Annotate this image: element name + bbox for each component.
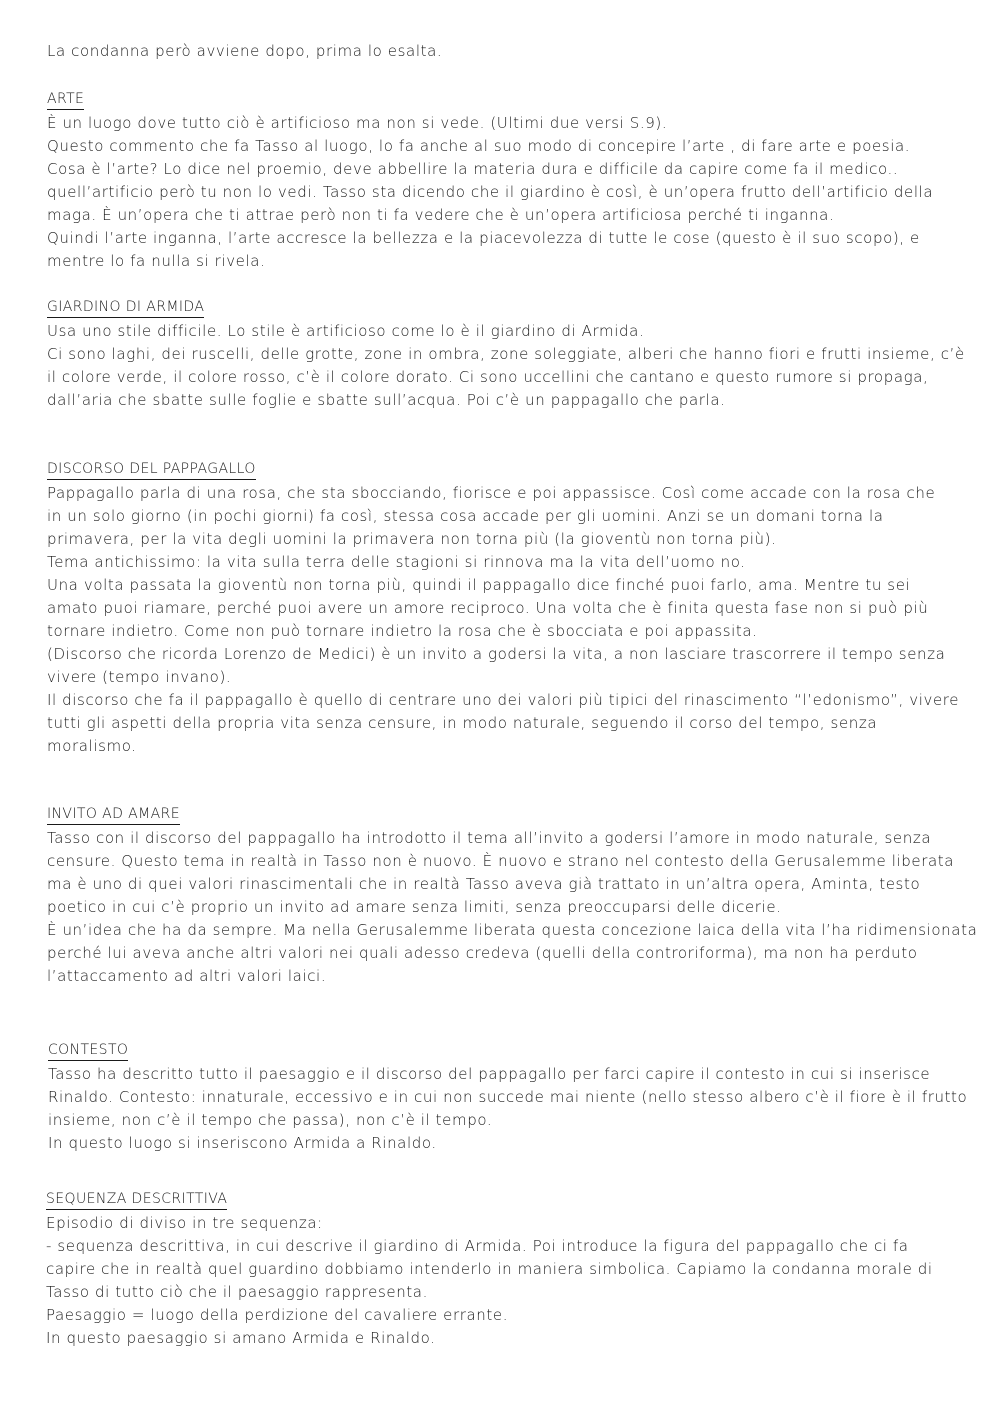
paragraph-line: Pappagallo parla di una rosa, che sta sbocciando, fiorisce e poi appassisce. Così come accade con la rosa che — [47, 484, 936, 502]
paragraph-line: moralismo. — [47, 737, 137, 755]
paragraph-line: quell’artificio però tu non lo vedi. Tasso sta dicendo che il giardino è così, è un’opera frutto dell’artificio della — [47, 183, 934, 201]
giardino-section — [47, 297, 977, 412]
sequenza-heading: SEQUENZA DESCRITTIVA — [46, 1190, 227, 1210]
paragraph-line: ma è uno di quei valori rinascimentali che in realtà Tasso aveva già trattato in un’altra opera, Aminta, testo — [47, 875, 921, 893]
paragraph-line: Ci sono laghi, dei ruscelli, delle grotte, zone in ombra, zone soleggiate, alberi che hanno fiori e frutti insieme, c’è — [47, 345, 965, 363]
paragraph-line: mentre lo fa nulla si rivela. — [47, 252, 266, 270]
paragraph-line: Rinaldo. Contesto: innaturale, eccessivo e in cui non succede mai niente (nello stesso albero c’è il fiore è il frutto — [48, 1088, 968, 1106]
paragraph-line: La condanna però avviene dopo, prima lo esalta. — [47, 42, 443, 60]
paragraph-line: In questo paesaggio si amano Armida e Rinaldo. — [46, 1329, 436, 1347]
paragraph-line: Episodio di diviso in tre sequenza: — [46, 1214, 323, 1232]
paragraph-line: poetico in cui c’è proprio un invito ad amare senza limiti, senza preoccuparsi delle dicerie. — [47, 898, 782, 916]
discorso-heading: DISCORSO DEL PAPPAGALLO — [47, 460, 256, 480]
paragraph-line: il colore verde, il colore rosso, c’è il colore dorato. Ci sono uccellini che cantano e questo rumore si propaga, — [47, 368, 929, 386]
paragraph-line: Tasso con il discorso del pappagallo ha introdotto il tema all’invito a godersi l’amore in modo naturale, senza — [47, 829, 932, 847]
invito-heading: INVITO AD AMARE — [47, 805, 180, 825]
discorso-section — [47, 459, 977, 758]
paragraph-line: censure. Questo tema in realtà in Tasso non è nuovo. È nuovo e strano nel contesto della Gerusalemme liberata — [47, 852, 955, 870]
paragraph-line: amato puoi riamare, perché puoi avere un amore reciproco. Una volta che è finita questa fase non si può più — [47, 599, 929, 617]
invito-section — [47, 804, 977, 988]
intro-section — [47, 40, 977, 63]
giardino-heading: GIARDINO DI ARMIDA — [47, 298, 204, 318]
contesto-heading: CONTESTO — [48, 1041, 128, 1061]
paragraph-line: È un’idea che ha da sempre. Ma nella Gerusalemme liberata questa concezione laica della vita l’ha ridimensionata — [47, 921, 978, 939]
paragraph-line: In questo luogo si inseriscono Armida a Rinaldo. — [48, 1134, 437, 1152]
paragraph-line: l’attaccamento ad altri valori laici. — [47, 967, 327, 985]
paragraph-line: primavera, per la vita degli uomini la primavera non torna più (la gioventù non torna più). — [47, 530, 777, 548]
paragraph-line: tornare indietro. Come non può tornare indietro la rosa che è sbocciata e poi appassita. — [47, 622, 758, 640]
paragraph-line: Una volta passata la gioventù non torna più, quindi il pappagallo dice finché puoi farlo, ama. Mentre tu sei — [47, 576, 911, 594]
paragraph-line: maga. È un’opera che ti attrae però non ti fa vedere che è un’opera artificiosa perché ti inganna. — [47, 206, 835, 224]
paragraph-line: (Discorso che ricorda Lorenzo de Medici) è un invito a godersi la vita, a non lasciare trascorrere il tempo senza — [47, 645, 946, 663]
paragraph-line: Tema antichissimo: la vita sulla terra delle stagioni si rinnova ma la vita dell’uomo no. — [47, 553, 746, 571]
contesto-section — [48, 1040, 978, 1155]
arte-heading: ARTE — [47, 90, 84, 110]
arte-section — [47, 89, 977, 273]
paragraph-line: vivere (tempo invano). — [47, 668, 232, 686]
paragraph-line: insieme, non c’è il tempo che passa), non c’è il tempo. — [48, 1111, 493, 1129]
paragraph-line: Questo commento che fa Tasso al luogo, lo fa anche al suo modo di concepire l’arte , di fare arte e poesia. — [47, 137, 911, 155]
sequenza-section — [46, 1189, 976, 1350]
paragraph-line: Il discorso che fa il pappagallo è quello di centrare uno dei valori più tipici del rinascimento “l’edonismo”, vivere — [47, 691, 960, 709]
paragraph-line: capire che in realtà quel guardino dobbiamo intenderlo in maniera simbolica. Capiamo la condanna morale di — [46, 1260, 933, 1278]
paragraph-line: in un solo giorno (in pochi giorni) fa così, stessa cosa accade per gli uomini. Anzi se un domani torna la — [47, 507, 884, 525]
paragraph-line: Tasso di tutto ciò che il paesaggio rappresenta. — [46, 1283, 428, 1301]
paragraph-line: È un luogo dove tutto ciò è artificioso ma non si vede. (Ultimi due versi S.9). — [47, 114, 668, 132]
paragraph-line: Quindi l’arte inganna, l’arte accresce la bellezza e la piacevolezza di tutte le cose (questo è il suo scopo), e — [47, 229, 920, 247]
paragraph-line: tutti gli aspetti della propria vita senza censure, in modo naturale, seguendo il corso del tempo, senza — [47, 714, 878, 732]
paragraph-line: - sequenza descrittiva, in cui descrive il giardino di Armida. Poi introduce la figura del pappagallo che ci fa — [46, 1237, 909, 1255]
paragraph-line: Usa uno stile difficile. Lo stile è artificioso come lo è il giardino di Armida. — [47, 322, 645, 340]
paragraph-line: Tasso ha descritto tutto il paesaggio e il discorso del pappagallo per farci capire il contesto in cui si inserisce — [48, 1065, 931, 1083]
paragraph-line: Paesaggio = luogo della perdizione del cavaliere errante. — [46, 1306, 509, 1324]
paragraph-line: perché lui aveva anche altri valori nei quali adesso credeva (quelli della controriforma), ma non ha perduto — [47, 944, 918, 962]
paragraph-line: dall’aria che sbatte sulle foglie e sbatte sull’acqua. Poi c’è un pappagallo che parla. — [47, 391, 726, 409]
paragraph-line: Cosa è l’arte? Lo dice nel proemio, deve abbellire la materia dura e difficile da capire come fa il medico.. — [47, 160, 899, 178]
